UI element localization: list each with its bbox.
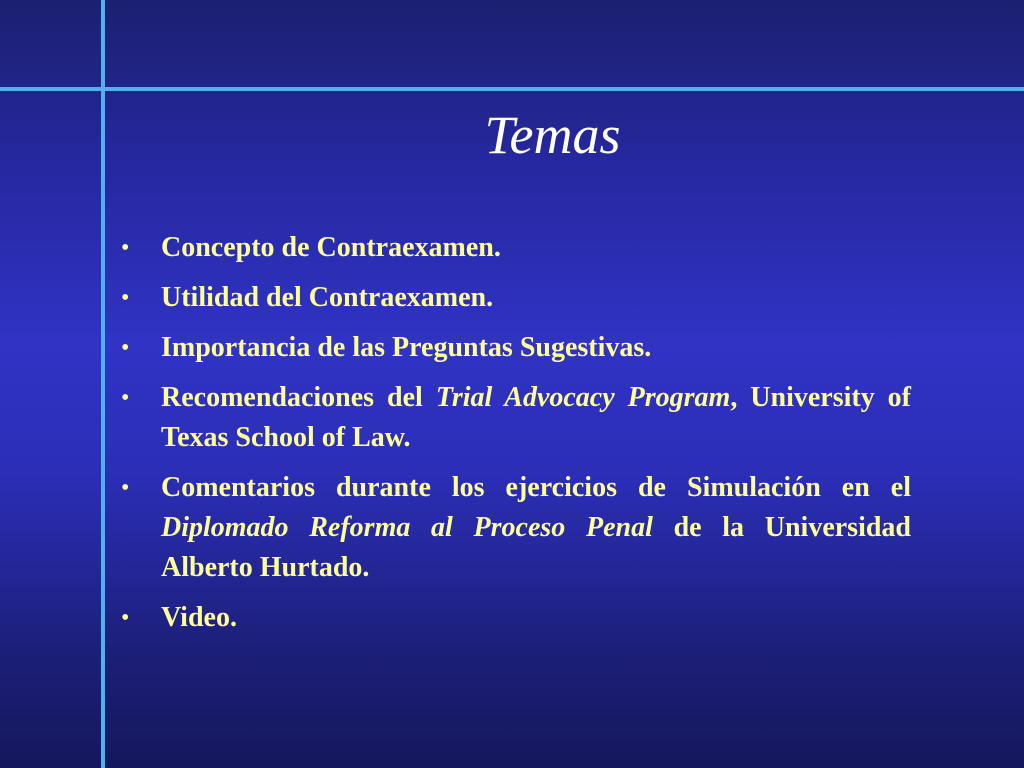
horizontal-rule-line [0,87,1024,91]
bullet-dot-icon: • [121,475,130,501]
bullet-item [121,228,911,268]
bullet-text: Utilidad del Contraexamen. [161,282,494,313]
bullet-item [121,598,911,638]
bullet-dot-icon: • [121,285,130,311]
slide-title: Temas [484,105,621,165]
bullet-item [121,278,911,318]
bullet-dot-icon: • [121,335,130,361]
bullet-text-italic: Diplomado Reforma al Proceso Penal [161,512,653,543]
bullet-text: Comentarios durante los ejercicios de Simulación en el [161,472,911,503]
bullet-text: Concepto de Contraexamen. [161,232,501,263]
bullet-text-italic: Trial Advocacy Program [435,382,731,413]
bullet-list [121,228,911,648]
bullet-dot-icon: • [121,385,130,411]
bullet-dot-icon: • [121,605,130,631]
bullet-text: Video. [161,602,237,633]
bullet-text: de la Universidad Alberto Hurtado. [161,512,911,583]
bullet-text: Importancia de las Preguntas Sugestivas. [161,332,652,363]
bullet-item [121,378,911,458]
bullet-item [121,328,911,368]
bullet-text: , University of Texas School of Law. [161,382,912,453]
bullet-text: Recomendaciones del [161,382,436,413]
bullet-item [121,468,911,588]
bullet-dot-icon: • [121,235,130,261]
